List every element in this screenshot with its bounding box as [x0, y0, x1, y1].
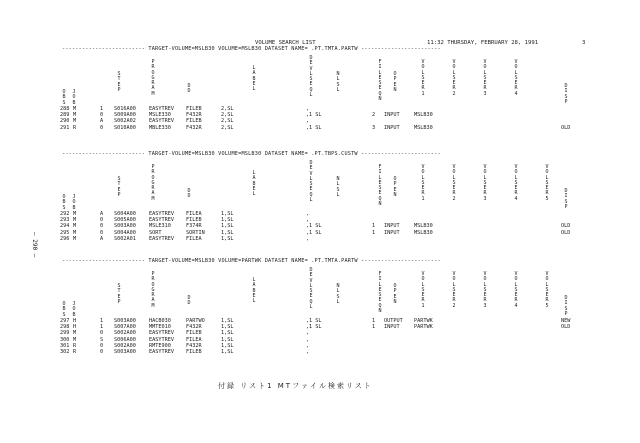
table-cell: 2,SL — [221, 112, 234, 119]
table-cell: M — [73, 330, 77, 337]
column-header: D E V L S E Q L — [309, 55, 313, 99]
table-cell: 2,SL — [221, 106, 234, 112]
table-cell: 2,SL — [221, 118, 234, 125]
table-cell: MSLB30 — [414, 112, 433, 119]
report-page-number: 3 — [582, 40, 586, 46]
figure-caption: 付録 リスト1 MTファイル検索リスト — [218, 382, 373, 390]
table-cell: S003A00 — [114, 349, 136, 355]
table-cell: 0 — [100, 349, 104, 355]
volser-header: V O L S E R 5 — [545, 164, 549, 202]
table-cell: EASYTREV — [149, 336, 174, 343]
volser-header: V O L S E R 2 — [452, 271, 456, 309]
table-cell: 1 SL — [309, 223, 322, 230]
table-cell: 299 — [60, 330, 70, 337]
table-cell: EASYTREV — [149, 211, 174, 217]
table-cell: S002A02 — [114, 118, 136, 125]
volser-header: V O L S E R 4 — [514, 271, 518, 309]
column-header: D D — [187, 83, 191, 95]
table-cell: 301 — [60, 342, 70, 349]
column-header: S T E P — [117, 283, 121, 305]
table-cell: 300 — [60, 336, 70, 343]
column-header: D D — [187, 295, 191, 307]
row-marker: , — [306, 223, 310, 230]
row-marker: , — [306, 217, 310, 224]
row-marker: , — [306, 106, 310, 112]
table-cell: 1 SL — [309, 124, 322, 131]
column-header: D D — [187, 188, 191, 200]
table-cell: S002A00 — [114, 330, 136, 337]
table-cell: FILEB — [186, 106, 202, 112]
table-cell: NEW — [561, 318, 571, 324]
table-cell: S007A00 — [114, 324, 136, 331]
column-header: N L S L — [336, 71, 340, 93]
table-cell: RMTE900 — [149, 342, 171, 349]
table-cell: 2,SL — [221, 124, 234, 131]
section-separator: ------------------------- TARGET-VOLUME=MSLB30 VOLUME=MSLB30 DATASET NAME= .PT.TBPS.CUSTW ------------------------ — [62, 151, 441, 157]
table-cell: 289 — [60, 112, 70, 119]
table-cell: 1 SL — [309, 318, 322, 324]
table-cell: FILEA — [186, 211, 202, 217]
table-cell: 1,SL — [221, 223, 234, 230]
column-header: F I L E S E Q N — [378, 164, 382, 208]
column-header-job: O B S — [62, 194, 66, 211]
table-cell: 1,SL — [221, 229, 234, 236]
table-cell: 1 — [100, 106, 104, 112]
column-header: L A B E L — [252, 65, 256, 93]
table-cell: SORTIN — [186, 229, 205, 236]
disp-header: D I S P — [564, 295, 568, 317]
table-cell: 1 — [372, 229, 376, 236]
table-cell: S010A00 — [114, 124, 136, 131]
row-marker: , — [306, 229, 310, 236]
table-cell: F432R — [186, 112, 202, 119]
table-cell: F374R — [186, 223, 202, 230]
table-cell: OLD — [561, 324, 571, 331]
table-cell: 294 — [60, 223, 70, 230]
table-cell: 1,SL — [221, 211, 234, 217]
row-marker: , — [306, 324, 310, 331]
table-cell: 1,SL — [221, 336, 234, 343]
volser-header: V O L S E R 3 — [483, 164, 487, 202]
table-cell: 1 — [372, 318, 376, 324]
table-cell: FILEB — [186, 217, 202, 224]
column-header: O P E N — [393, 71, 397, 93]
table-cell: S — [100, 336, 104, 343]
volser-header: V O L S E R 4 — [514, 59, 518, 97]
table-cell: R — [73, 342, 77, 349]
table-cell: M — [73, 118, 77, 125]
table-cell: R — [73, 124, 77, 131]
report-title: VOLUME SEARCH LIST — [255, 40, 316, 46]
section-separator: ------------------------- TARGET-VOLUME=MSLB30 VOLUME=MSLB30 DATASET NAME= .PT.TMTA.PARTW ------------------------ — [62, 46, 441, 52]
row-marker: , — [306, 112, 310, 119]
table-cell: S005A00 — [114, 217, 136, 224]
table-cell: A — [100, 235, 104, 242]
table-cell: 297 — [60, 318, 70, 324]
table-cell: H — [73, 324, 77, 331]
row-marker: , — [306, 336, 310, 343]
table-cell: EASYTREV — [149, 118, 174, 125]
disp-header: D I S P — [564, 83, 568, 105]
table-cell: 298 — [60, 324, 70, 331]
table-cell: 0 — [100, 223, 104, 230]
row-marker: , — [306, 342, 310, 349]
table-cell: 2 — [372, 112, 376, 119]
table-cell: M — [73, 229, 77, 236]
volser-header: V O L S E R 2 — [452, 59, 456, 97]
table-cell: 1,SL — [221, 318, 234, 324]
table-cell: 0 — [100, 342, 104, 349]
table-cell: 1,SL — [221, 330, 234, 337]
table-cell: F432R — [186, 324, 202, 331]
table-cell: MSLB30 — [414, 229, 433, 236]
table-cell: S004A00 — [114, 211, 136, 217]
disp-header: D I S P — [564, 188, 568, 210]
table-cell: S006A00 — [114, 336, 136, 343]
table-cell: MMTE010 — [149, 324, 171, 331]
table-cell: EASYTREV — [149, 330, 174, 337]
column-header: F I L E S E Q N — [378, 271, 382, 315]
table-cell: 291 — [60, 124, 70, 131]
column-header-job2: J O B — [72, 301, 76, 318]
volser-header: V O L S E R 3 — [483, 59, 487, 97]
row-marker: , — [306, 118, 310, 125]
table-cell: 1 — [372, 324, 376, 331]
table-cell: 1,SL — [221, 324, 234, 331]
volser-header: V O L S E R 1 — [421, 164, 425, 202]
section-separator: ------------------------- TARGET-VOLUME=MSLB30 VOLUME=PARTWK DATASET NAME= .PT.TMTA.PARTW ------------------------ — [62, 258, 441, 264]
table-cell: PARTWO — [186, 318, 205, 324]
volser-header: V O L S E R 2 — [452, 164, 456, 202]
table-cell: INPUT — [384, 324, 400, 331]
table-cell: R — [73, 349, 77, 355]
table-cell: FILEB — [186, 349, 202, 355]
table-cell: OLD — [561, 223, 571, 230]
table-cell: 0 — [100, 124, 104, 131]
table-cell: S016A00 — [114, 106, 136, 112]
table-cell: S002A01 — [114, 235, 136, 242]
column-header: D E V L S E Q L — [309, 267, 313, 311]
table-cell: 302 — [60, 349, 70, 355]
table-cell: 1 SL — [309, 324, 322, 331]
column-header-job2: J O B — [72, 194, 76, 211]
column-header-job: O B S — [62, 89, 66, 106]
table-cell: INPUT — [384, 223, 400, 230]
column-header: D E V L S E Q L — [309, 160, 313, 204]
table-cell: PARTWK — [414, 324, 433, 331]
table-cell: 293 — [60, 217, 70, 224]
table-cell: SORT — [149, 229, 162, 236]
table-cell: 1,SL — [221, 349, 234, 355]
row-marker: , — [306, 124, 310, 131]
table-cell: 295 — [60, 229, 70, 236]
side-page-number: — 290 — — [31, 232, 38, 258]
table-cell: FILEB — [186, 330, 202, 337]
table-cell: INPUT — [384, 229, 400, 236]
row-marker: , — [306, 330, 310, 337]
table-cell: M — [73, 223, 77, 230]
table-cell: EASYTREV — [149, 217, 174, 224]
table-cell: M — [73, 217, 77, 224]
table-cell: S004A00 — [114, 229, 136, 236]
column-header: O P E N — [393, 176, 397, 198]
table-cell: M — [73, 106, 77, 112]
table-cell: OUTPUT — [384, 318, 403, 324]
table-cell: 290 — [60, 118, 70, 125]
column-header: P R O G R A M — [151, 164, 155, 202]
column-header: O P E N — [393, 283, 397, 305]
table-cell: 296 — [60, 235, 70, 242]
table-cell: 0 — [100, 217, 104, 224]
volser-header: V O L S E R 1 — [421, 59, 425, 97]
table-cell: 1 — [372, 223, 376, 230]
table-cell: M — [73, 235, 77, 242]
table-cell: S009A00 — [114, 112, 136, 119]
table-cell: FILEB — [186, 118, 202, 125]
table-cell: FILEA — [186, 336, 202, 343]
table-cell: INPUT — [384, 124, 400, 131]
table-cell: PARTWK — [414, 318, 433, 324]
table-cell: 1 SL — [309, 112, 322, 119]
volser-header: V O L S E R 4 — [514, 164, 518, 202]
table-cell: EASYTREV — [149, 235, 174, 242]
column-header: S T E P — [117, 71, 121, 93]
table-cell: EASYTREV — [149, 106, 174, 112]
table-cell: FILEA — [186, 235, 202, 242]
table-cell: M — [73, 336, 77, 343]
column-header-job2: J O B — [72, 89, 76, 106]
column-header: P R O G R A M — [151, 271, 155, 309]
row-marker: , — [306, 318, 310, 324]
column-header: F I L E S E Q N — [378, 59, 382, 103]
table-cell: S002A00 — [114, 342, 136, 349]
table-cell: 0 — [100, 330, 104, 337]
report-datetime: 11:32 THURSDAY, FEBRUARY 28, 1991 — [427, 40, 539, 46]
table-cell: EASYTREV — [149, 349, 174, 355]
table-cell: 1,SL — [221, 235, 234, 242]
table-cell: F432R — [186, 124, 202, 131]
row-marker: , — [306, 235, 310, 242]
row-marker: , — [306, 349, 310, 355]
table-cell: 1 — [100, 318, 104, 324]
table-cell: 0 — [100, 112, 104, 119]
table-cell: 1,SL — [221, 217, 234, 224]
table-cell: MSLE330 — [149, 112, 171, 119]
table-cell: 1,SL — [221, 342, 234, 349]
column-header: L A B E L — [252, 170, 256, 198]
volser-header: V O L S E R 5 — [545, 271, 549, 309]
column-header: P R O G R A M — [151, 59, 155, 97]
column-header-job: O B S — [62, 301, 66, 318]
table-cell: 1 SL — [309, 229, 322, 236]
table-cell: MSLB30 — [414, 124, 433, 131]
column-header: N L S L — [336, 176, 340, 198]
table-cell: 1 — [100, 324, 104, 331]
table-cell: F432R — [186, 342, 202, 349]
column-header: N L S L — [336, 283, 340, 305]
table-cell: MSLE310 — [149, 223, 171, 230]
table-cell: A — [100, 211, 104, 217]
table-cell: MSLB30 — [414, 223, 433, 230]
table-cell: OLD — [561, 124, 571, 131]
table-cell: H — [73, 318, 77, 324]
table-cell: S003A00 — [114, 318, 136, 324]
table-cell: S003A00 — [114, 223, 136, 230]
table-cell: OLD — [561, 229, 571, 236]
table-cell: M — [73, 112, 77, 119]
column-header: S T E P — [117, 176, 121, 198]
table-cell: MBLE330 — [149, 124, 171, 131]
table-cell: 0 — [100, 229, 104, 236]
table-cell: 3 — [372, 124, 376, 131]
table-cell: M — [73, 211, 77, 217]
table-cell: A — [100, 118, 104, 125]
table-cell: HACB030 — [149, 318, 171, 324]
table-cell: INPUT — [384, 112, 400, 119]
volser-header: V O L S E R 3 — [483, 271, 487, 309]
column-header: L A B E L — [252, 277, 256, 305]
table-cell: 288 — [60, 106, 70, 112]
row-marker: , — [306, 211, 310, 217]
volser-header: V O L S E R 1 — [421, 271, 425, 309]
table-cell: 292 — [60, 211, 70, 217]
